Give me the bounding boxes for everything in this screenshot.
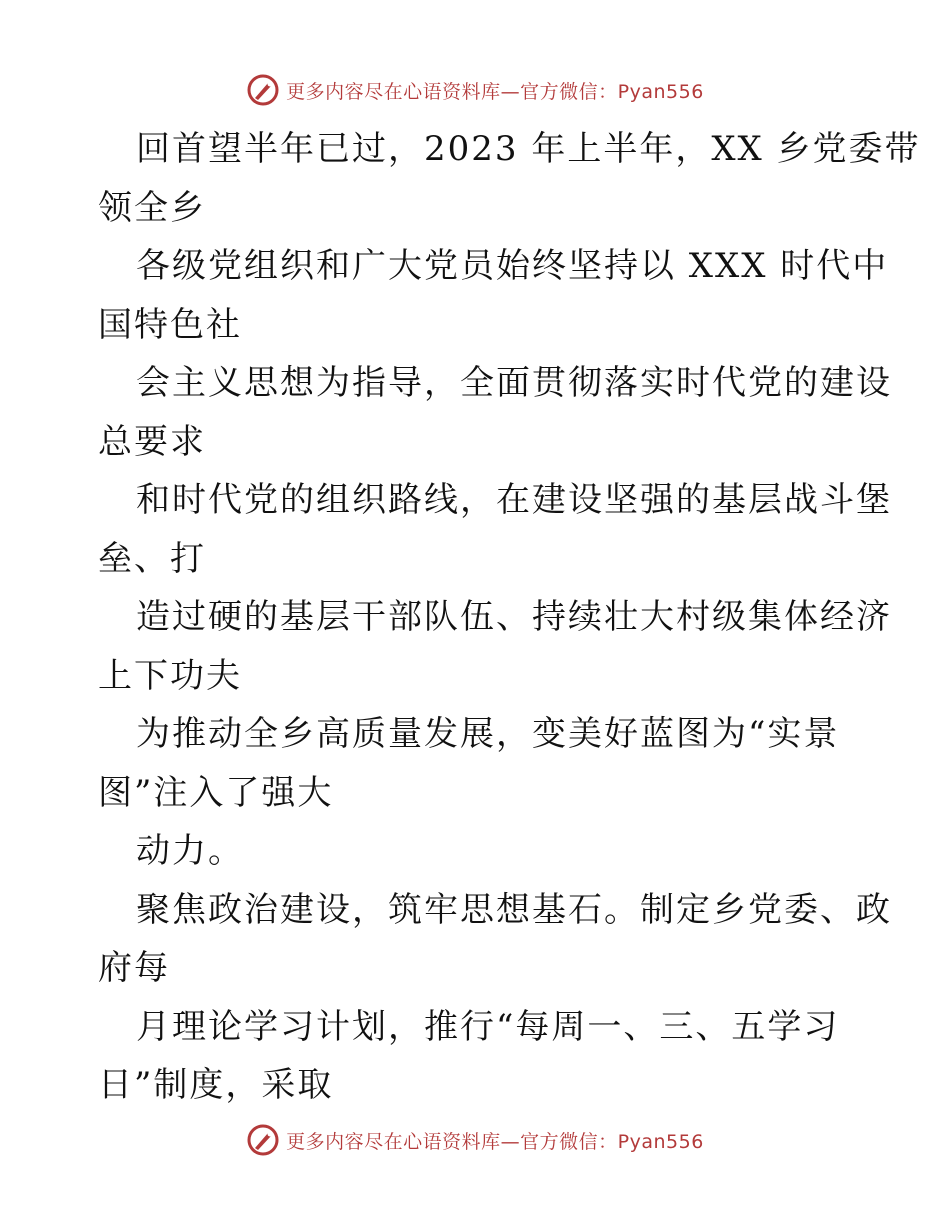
text-line: 回首望半年已过，2023 年上半年，XX 乡党委带: [136, 129, 921, 169]
text-line: 上下功夫: [98, 655, 242, 696]
text-line: 为推动全乡高质量发展，变美好蓝图为“实景: [136, 714, 840, 754]
text-line: 垒、打: [98, 538, 206, 579]
text-line: 动力。: [136, 831, 244, 871]
text-line: 总要求: [98, 421, 206, 462]
footer-watermark-text: 更多内容尽在心语资料库—官方微信：Pyan556: [286, 1130, 704, 1153]
text-line: 聚焦政治建设，筑牢思想基石。制定乡党委、政: [136, 889, 892, 930]
text-line: 会主义思想为指导，全面贯彻落实时代党的建设: [136, 363, 892, 403]
text-line: 日”制度，采取: [98, 1065, 334, 1105]
text-line: 各级党组织和广大党员始终坚持以 XXX 时代中: [136, 246, 889, 286]
document-body: [98, 120, 921, 1115]
header-watermark-banner: [0, 70, 950, 110]
text-line: 领全乡: [98, 187, 206, 228]
pen-logo-icon: [246, 73, 280, 107]
text-line: 造过硬的基层干部队伍、持续壮大村级集体经济: [136, 597, 892, 637]
pen-logo-icon: [246, 1123, 280, 1157]
footer-watermark-banner: [0, 1120, 950, 1160]
text-line: 月理论学习计划，推行“每周一、三、五学习: [136, 1006, 840, 1047]
text-line: 府每: [98, 948, 170, 988]
text-line: 和时代党的组织路线，在建设坚强的基层战斗堡: [136, 480, 892, 520]
text-line: 国特色社: [98, 304, 242, 345]
text-line: 图”注入了强大: [98, 772, 334, 813]
header-watermark-text: 更多内容尽在心语资料库—官方微信：Pyan556: [286, 80, 704, 103]
